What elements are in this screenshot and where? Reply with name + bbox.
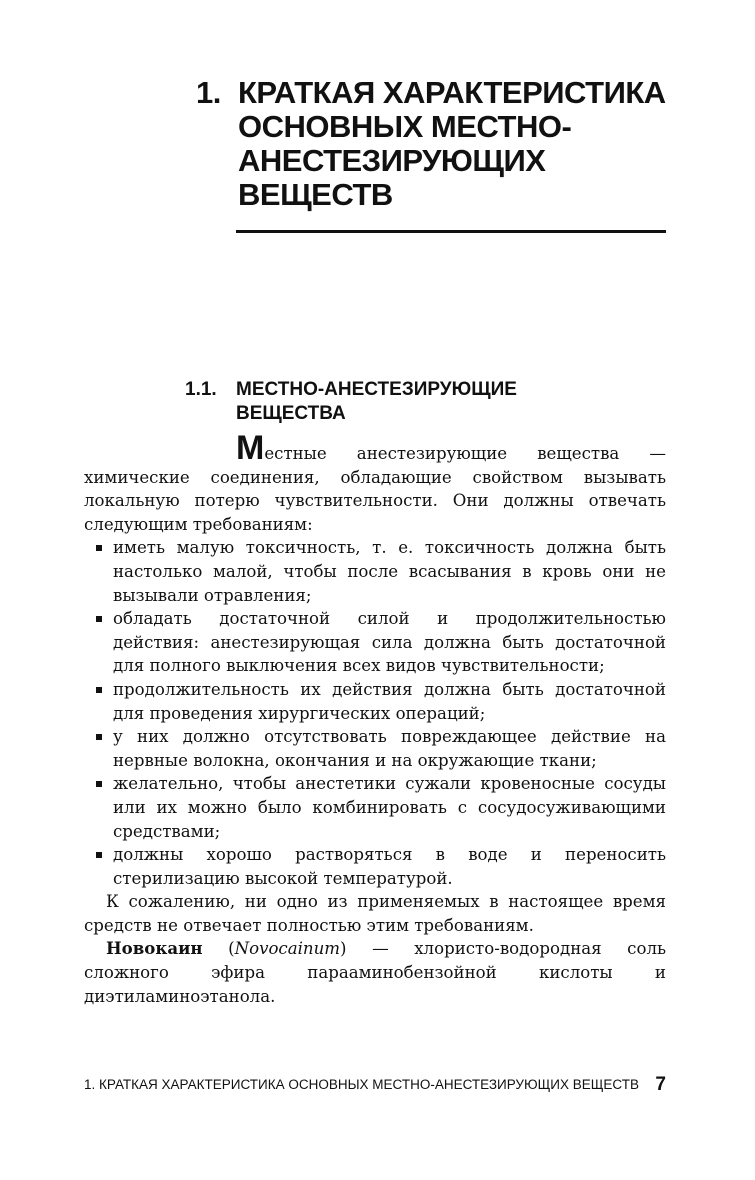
bullet-icon — [96, 781, 102, 787]
novocaine-description: — хлористо-водородная соль сложного эфира парааминобензойной кислоты и диэтиламиноэтанола. — [84, 939, 667, 1006]
chapter-number: 1. — [196, 75, 221, 110]
page-footer — [84, 1074, 666, 1095]
chapter-rule — [236, 230, 666, 233]
bullet-icon — [96, 616, 102, 622]
bullet-icon — [96, 545, 102, 551]
bullet-icon — [96, 687, 102, 693]
section-title: МЕСТНО-АНЕСТЕЗИРУЮЩИЕ ВЕЩЕСТВА — [236, 379, 517, 424]
bullet-icon — [96, 852, 102, 858]
list-item-text: у них должно отсутствовать повреждающее действие на нервные волокна, окончания и на окружающие ткани; — [113, 727, 666, 770]
novocaine-term: Новокаин — [106, 938, 203, 959]
list-item-text: обладать достаточной силой и продолжительностью действия: анестезирующая сила должна быть достаточной для полного выключения всех видов чувствительности; — [113, 609, 666, 676]
page-number: 7 — [655, 1074, 666, 1095]
body-text — [84, 429, 667, 1008]
list-item — [84, 772, 666, 843]
list-item — [84, 843, 666, 890]
chapter-title: КРАТКАЯ ХАРАКТЕРИСТИКА ОСНОВНЫХ МЕСТНО-АНЕСТЕЗИРУЮЩИХ ВЕЩЕСТВ — [238, 75, 666, 212]
bullet-icon — [96, 734, 102, 740]
list-item-text: продолжительность их действия должна быть достаточной для проведения хирургических операций; — [113, 679, 666, 723]
drop-cap: М — [236, 429, 265, 467]
novocaine-paragraph: Новокаин (Novocainum) — хлористо-водородная соль сложного эфира парааминобензойной кислоты и диэтиламиноэтанола. — [84, 938, 667, 1006]
list-item-text: желательно, чтобы анестетики сужали кровеносные сосуды или их можно было комбинировать с сосудосуживающими средствами; — [113, 774, 666, 841]
requirements-list — [84, 536, 666, 890]
list-item-text: иметь малую токсичность, т. е. токсичность должна быть настолько малой, чтобы после всасывания в кровь они не вызывали отравления; — [113, 538, 666, 605]
intro-text: естные анестезирующие вещества — химические соединения, обладающие свойством вызывать локальную потерю чувствительности. Они должны отвечать следующим требованиям: — [84, 444, 666, 534]
list-item — [84, 536, 666, 607]
novocaine-latin: Novocainum — [234, 939, 341, 959]
regret-paragraph: К сожалению, ни одно из применяемых в настоящее время средств не отвечает полностью этим требованиям. — [84, 892, 666, 935]
section-number: 1.1. — [185, 379, 217, 400]
intro-paragraph — [84, 429, 666, 536]
list-item — [84, 725, 666, 772]
list-item — [84, 678, 666, 725]
list-item — [84, 607, 666, 678]
list-item-text: должны хорошо растворяться в воде и переносить стерилизацию высокой температурой. — [113, 845, 666, 888]
running-title: 1. КРАТКАЯ ХАРАКТЕРИСТИКА ОСНОВНЫХ МЕСТНО-АНЕСТЕЗИРУЮЩИХ ВЕЩЕСТВ — [84, 1077, 639, 1092]
